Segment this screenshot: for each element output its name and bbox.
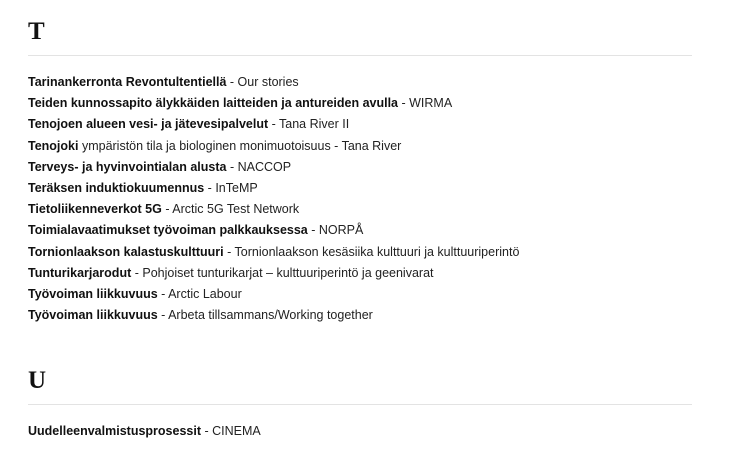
section-t-list (28, 72, 692, 326)
entry-separator: - (226, 75, 238, 89)
index-entry[interactable] (28, 136, 692, 157)
index-entry[interactable] (28, 220, 692, 241)
entry-separator: - (398, 96, 410, 111)
entry-name: Tarinankerronta Revontultentiellä (28, 75, 227, 89)
entry-name: Työvoiman liikkuvuus (28, 287, 158, 302)
entry-project: Our stories (237, 75, 299, 89)
entry-separator: - (307, 223, 319, 238)
entry-name: Tenojoki (28, 138, 79, 153)
entry-project: Pohjoiset tunturikarjat – kulttuuriperintö ja geenivarat (142, 265, 434, 280)
entry-project: Tornionlaakson kesäsiika kulttuuri ja kulttuuriperintö (234, 244, 520, 259)
entry-project: NORPÅ (318, 223, 364, 238)
entry-separator: - (131, 265, 143, 280)
section-t (28, 0, 692, 326)
index-entry[interactable] (28, 421, 692, 442)
entry-name: Tornionlaakson kalastuskulttuuri (28, 244, 224, 259)
index-entry[interactable] (28, 114, 692, 135)
entry-project: InTeMP (215, 181, 258, 196)
entry-name: Tenojoen alueen vesi- ja jätevesipalvelut (28, 117, 269, 132)
entry-project: Tana River II (279, 117, 350, 132)
section-letter-heading: U (28, 367, 47, 395)
index-entry[interactable] (28, 178, 692, 199)
entry-name: Teräksen induktiokuumennus (28, 181, 205, 196)
entry-project: ympäristön tila ja biologinen monimuotoisuus - Tana River (81, 138, 402, 153)
section-divider (28, 55, 692, 56)
section-divider (28, 404, 692, 405)
section-u-list (28, 421, 692, 442)
entry-name: Työvoiman liikkuvuus (28, 308, 158, 323)
entry-name: Terveys- ja hyvinvointialan alusta (28, 159, 227, 174)
index-entry[interactable] (28, 242, 692, 263)
entry-separator: - (161, 202, 173, 217)
index-entry[interactable] (28, 263, 692, 284)
section-u (28, 326, 692, 442)
index-entry[interactable] (28, 284, 692, 305)
entry-project: Arbeta tillsammans/Working together (168, 308, 373, 323)
entry-name: Tietoliikenneverkot 5G (28, 202, 162, 217)
index-entry[interactable] (28, 305, 692, 326)
entry-separator: - (157, 308, 169, 323)
index-entry[interactable] (28, 93, 692, 114)
entry-separator: - (226, 159, 238, 174)
entry-separator: - (268, 117, 280, 132)
index-page (28, 0, 692, 443)
entry-name: Teiden kunnossapito älykkäiden laitteiden ja antureiden avulla (28, 96, 399, 111)
entry-separator: - (200, 424, 213, 439)
entry-name: Tunturikarjarodut (28, 265, 132, 280)
entry-project: WIRMA (409, 96, 453, 111)
entry-name: Uudelleenvalmistusprosessit (28, 424, 201, 439)
index-entry[interactable] (28, 157, 692, 178)
entry-project: NACCOP (237, 159, 292, 174)
entry-name: Toimialavaatimukset työvoiman palkkauksessa (28, 223, 308, 238)
entry-separator: - (204, 181, 216, 196)
section-letter-heading: T (28, 18, 45, 45)
entry-project: Arctic Labour (168, 287, 242, 302)
entry-separator: - (157, 287, 169, 302)
index-entry[interactable] (28, 199, 692, 220)
entry-project: Arctic 5G Test Network (172, 202, 300, 217)
entry-project: CINEMA (212, 424, 261, 439)
index-entry[interactable] (28, 72, 692, 93)
entry-separator: - (223, 244, 235, 259)
